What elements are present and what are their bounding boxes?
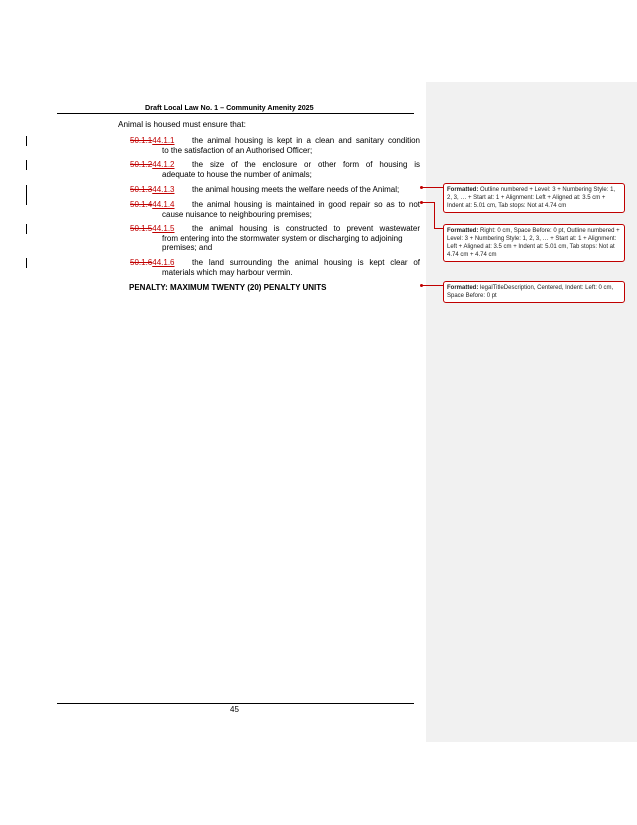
change-bar — [26, 185, 27, 205]
deleted-number: 50.1.6 — [130, 258, 153, 267]
list-item — [130, 200, 420, 219]
comment-leader — [422, 202, 434, 203]
list-item-text: the animal housing is constructed to prevent wastewater — [192, 224, 420, 233]
inserted-number: 44.1.6 — [152, 258, 175, 267]
list-item — [130, 258, 420, 277]
comment-label: Formatted: — [447, 285, 479, 291]
list-item-text: from entering into the stormwater system or discharging to adjoining — [162, 233, 403, 243]
penalty-heading: PENALTY: MAXIMUM TWENTY (20) PENALTY UNITS — [129, 283, 327, 292]
list-item-text: the land surrounding the animal housing is kept clear of — [192, 258, 420, 267]
list-item-text: the animal housing is maintained in good repair so as to not — [192, 200, 420, 209]
inserted-number: 44.1.4 — [152, 200, 175, 209]
deleted-number: 50.1.4 — [130, 200, 153, 209]
list-item — [130, 185, 420, 195]
comment-margin-pane — [426, 82, 637, 742]
comment-label: Formatted: — [447, 187, 479, 193]
list-item-text: the animal housing is kept in a clean and sanitary condition — [192, 136, 420, 145]
comment-balloon[interactable] — [443, 224, 625, 262]
page-header-title: Draft Local Law No. 1 – Community Amenity 2025 — [145, 103, 314, 112]
comment-leader — [434, 202, 435, 228]
change-bar — [26, 224, 27, 234]
change-bar — [26, 258, 27, 268]
comment-balloon[interactable] — [443, 281, 625, 303]
comment-leader — [434, 228, 443, 229]
deleted-number: 50.1.5 — [130, 224, 153, 233]
comment-leader — [422, 285, 443, 286]
page-number: 45 — [230, 705, 239, 714]
footer-rule — [57, 703, 414, 704]
deleted-number: 50.1.2 — [130, 160, 153, 169]
deleted-number: 50.1.3 — [130, 185, 153, 194]
comment-text: Outline numbered + Level: 3 + Numbering Style: 1, 2, 3, … + Start at: 1 + Alignment: Left + Aligned at: 3.5 cm + Indent at: 5.01 cm, Tab stops: Not at 4.74 cm — [447, 187, 616, 209]
change-bar — [26, 136, 27, 146]
inserted-number: 44.1.1 — [152, 136, 175, 145]
list-item-text: materials which may harbour vermin. — [162, 267, 293, 277]
list-item-text: the animal housing meets the welfare needs of the Animal; — [192, 185, 400, 194]
comment-text: Right: 0 cm, Space Before: 0 pt, Outline numbered + Level: 3 + Numbering Style: 1, 2, 3, … + Start at: 1 + Alignment: Left + Aligned at: 3.5 cm + Indent at: 5.01 cm, Tab stops: Not at 4.74 cm + 4.74 cm — [447, 228, 620, 258]
list-item-text: premises; and — [162, 243, 213, 253]
list-item — [130, 136, 420, 155]
list-item-text: to the satisfaction of an Authorised Officer; — [162, 145, 313, 155]
inserted-number: 44.1.2 — [152, 160, 175, 169]
inserted-number: 44.1.3 — [152, 185, 175, 194]
list-item-text: the size of the enclosure or other form of housing is — [192, 160, 420, 169]
header-rule — [57, 113, 414, 114]
list-item-text: cause nuisance to neighbouring premises; — [162, 209, 312, 219]
list-item — [130, 224, 420, 253]
change-bar — [26, 160, 27, 170]
intro-text: Animal is housed must ensure that: — [118, 120, 246, 129]
comment-balloon[interactable] — [443, 183, 625, 213]
comment-leader — [422, 187, 443, 188]
comment-text: legalTitleDescription, Centered, Indent: Left: 0 cm, Space Before: 0 pt — [447, 285, 614, 299]
list-item-text: adequate to house the number of animals; — [162, 169, 312, 179]
list-item — [130, 160, 420, 179]
inserted-number: 44.1.5 — [152, 224, 175, 233]
deleted-number: 50.1.1 — [130, 136, 153, 145]
comment-label: Formatted: — [447, 228, 479, 234]
